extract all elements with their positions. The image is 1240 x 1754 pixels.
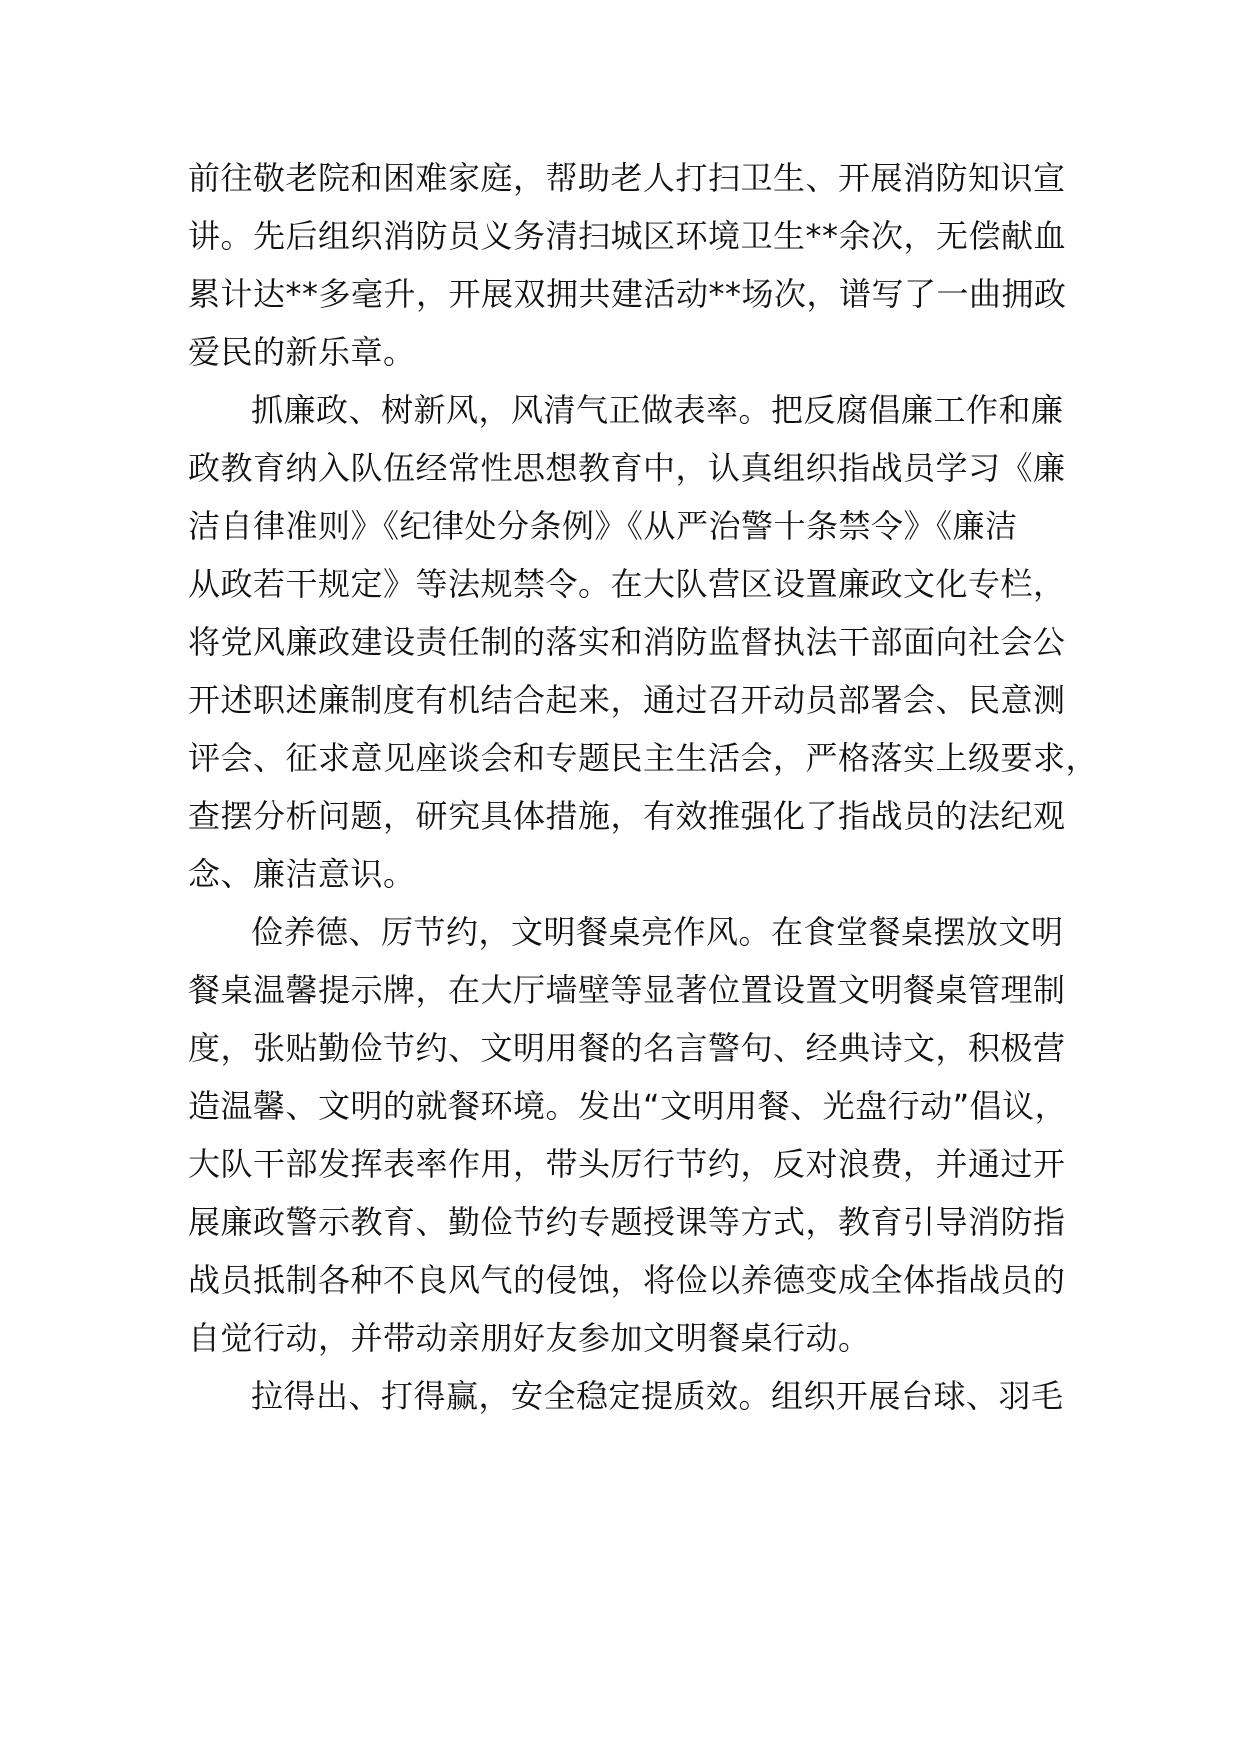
- paragraph-line: 爱民的新乐章。: [188, 333, 416, 371]
- paragraph-line: 累计达**多毫升，开展双拥共建活动**场次，谱写了一曲拥政: [188, 275, 1067, 313]
- paragraph-line: 大队干部发挥表率作用，带头厉行节约，反对浪费，并通过开: [188, 1145, 1066, 1183]
- paragraph-line: 洁自律准则》《纪律处分条例》《从严治警十条禁令》《廉洁: [188, 507, 1018, 545]
- paragraph-line: 念、廉洁意识。: [188, 855, 416, 893]
- paragraph-first-line: 拉得出、打得赢，安全稳定提质效。组织开展台球、羽毛: [251, 1377, 1064, 1415]
- paragraph-first-line: 俭养德、厉节约，文明餐桌亮作风。在食堂餐桌摆放文明: [251, 913, 1064, 951]
- paragraph-line: 餐桌温馨提示牌，在大厅墙壁等显著位置设置文明餐桌管理制: [188, 971, 1066, 1009]
- paragraph-line: 开述职述廉制度有机结合起来，通过召开动员部署会、民意测: [188, 681, 1066, 719]
- paragraph-first-line: 抓廉政、树新风，风清气正做表率。把反腐倡廉工作和廉: [251, 391, 1064, 429]
- paragraph-line: 前往敬老院和困难家庭，帮助老人打扫卫生、开展消防知识宣: [188, 159, 1066, 197]
- paragraph-line: 将党风廉政建设责任制的落实和消防监督执法干部面向社会公: [188, 623, 1066, 661]
- paragraph-line: 讲。先后组织消防员义务清扫城区环境卫生**余次，无偿献血: [188, 217, 1067, 255]
- paragraph-line: 展廉政警示教育、勤俭节约专题授课等方式，教育引导消防指: [188, 1203, 1066, 1241]
- paragraph-line: 评会、征求意见座谈会和专题民主生活会，严格落实上级要求，: [188, 739, 1099, 777]
- paragraph-line: 战员抵制各种不良风气的侵蚀，将俭以养德变成全体指战员的: [188, 1261, 1066, 1299]
- paragraph-line: 政教育纳入队伍经常性思想教育中，认真组织指战员学习《廉: [188, 449, 1066, 487]
- paragraph-line: 度，张贴勤俭节约、文明用餐的名言警句、经典诗文，积极营: [188, 1029, 1066, 1067]
- paragraph-line: 查摆分析问题，研究具体措施，有效推强化了指战员的法纪观: [188, 797, 1066, 835]
- paragraph-line: 自觉行动，并带动亲朋好友参加文明餐桌行动。: [188, 1319, 871, 1357]
- paragraph-line: 造温馨、文明的就餐环境。发出“文明用餐、光盘行动”倡议，: [188, 1087, 1068, 1125]
- paragraph-line: 从政若干规定》等法规禁令。在大队营区设置廉政文化专栏，: [188, 565, 1066, 603]
